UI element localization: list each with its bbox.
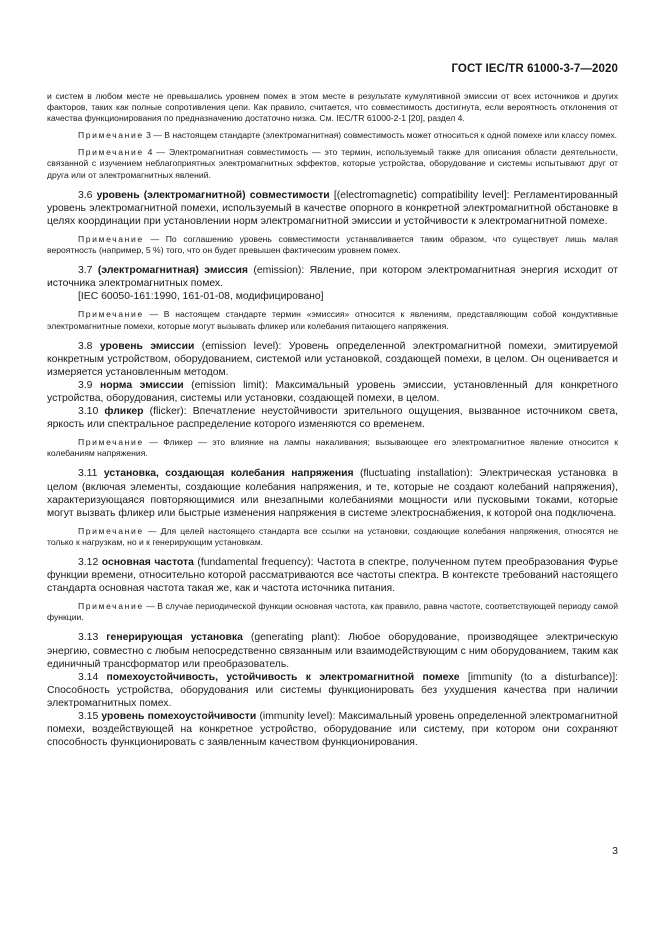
- term-definition: [47, 631, 618, 670]
- term-number: 3.14: [78, 671, 107, 683]
- term-definition: [47, 467, 618, 519]
- note-paragraph: [47, 309, 618, 331]
- note-paragraph: [47, 526, 618, 548]
- term-definition: [47, 671, 618, 710]
- term-definition: [47, 556, 618, 595]
- note-label: Примечание: [78, 147, 144, 158]
- term-title: генерирующая установка: [106, 632, 243, 644]
- term-number: 3.6: [78, 189, 97, 201]
- term-text: [(electromagnetic) compatibility level]: Регламентированный уровень электромагнитной помехи, используемый в качестве опорного в конкретной электромагнитной обстановке в целях координации при установлении норм электромагнитной эмиссии и устойчивости к электромагнитной помехе.: [47, 189, 618, 227]
- term-text: (fluctuating installation): Электрическая установка в целом (включая элементы, создающие колебания напряжения, и те, которые не создают колебаний напряжения), характеризующаяся повторяющимися или внезапными колебаниями мощности или пусковыми токами, которые могут вызвать фликер или быстрые изменения напряжения в системе электроснабжения, к которой она подключена.: [47, 468, 619, 519]
- note-text: — В настоящем стандарте термин «эмиссия» относится к явлениям, представляющим собой кондуктивные электромагнитные помехи, которые могут вызывать фликер или колебания питающего напряжения.: [47, 309, 618, 331]
- note-paragraph: [47, 130, 618, 141]
- term-title: фликер: [104, 406, 144, 418]
- note-label: Примечание: [78, 601, 144, 612]
- note-label: Примечание: [78, 309, 144, 320]
- term-text: [immunity (to a disturbance)]: Способность устройства, оборудования или системы функционировать без ухудшения качества при наличии электромагнитных помех.: [47, 671, 618, 709]
- note-label: Примечание: [78, 233, 144, 244]
- term-definition: [47, 340, 618, 379]
- term-text: (emission level): Уровень определенной электромагнитной помехи, эмитируемой конкретным устройством, оборудованием, системой или установкой, создающей помехи, в целом. Он оценивается и измеряется установленным методом.: [47, 340, 618, 378]
- note-label: Примечание: [78, 437, 144, 448]
- term-text: (emission limit): Максимальный уровень эмиссии, установленный для конкретного устройства, оборудования, системы или установки, создающей помехи, в целом.: [47, 379, 618, 404]
- term-definition: [47, 189, 618, 228]
- term-definition: [47, 379, 618, 405]
- term-title: уровень (электромагнитной) совместимости: [96, 189, 330, 201]
- body-paragraph: [IEC 60050-161:1990, 161-01-08, модифицировано]: [78, 291, 324, 303]
- term-text: (flicker): Впечатление неустойчивости зрительного ощущения, вызванное источником света, яркость или спектральное распределение которого изменяются со временем.: [47, 406, 618, 431]
- term-definition: [47, 264, 618, 290]
- note-paragraph: [47, 147, 618, 180]
- body-paragraph: и систем в любом месте не превышались уровнем помех в этом месте в результате кумулятивной эмиссии от всех источников и других факторов, таких как полные сопротивления цепи. Как правило, считается, что совместимость достигнута, если вероятность отклонения от качества функционирования по предназначению достаточно низка. См. IEC/TR 61000-2-1 [20], раздел 4.: [47, 91, 618, 124]
- note-label: Примечание: [78, 130, 144, 141]
- note-text: 4 — Электромагнитная совместимость — это термин, используемый также для описания области деятельности, связанной с изучением неблагоприятных электромагнитных эффектов, которые устройства, оборудование и системы испытывают друг от друга или от электромагнитных явлений.: [47, 147, 618, 180]
- term-number: 3.15: [78, 711, 102, 723]
- standard-header: ГОСТ IEC/TR 61000-3-7—2020: [451, 63, 618, 75]
- note-paragraph: [47, 234, 618, 256]
- document-body: [47, 91, 618, 749]
- term-number: 3.11: [78, 468, 104, 480]
- page-number: 3: [612, 845, 618, 857]
- term-number: 3.9: [78, 379, 100, 391]
- note-text: — В случае периодической функции основная частота, как правило, равна частоте, соответствующей периоду самой функции.: [47, 601, 618, 623]
- term-number: 3.7: [78, 265, 98, 277]
- term-text: (fundamental frequency): Частота в спектре, полученном путем преобразования Фурье функции времени, относительно которой рассматриваются все частоты спектра. В контексте требований настоящего стандарта основная частота такая же, как и частота источника питания.: [47, 557, 618, 595]
- term-number: 3.10: [78, 406, 105, 418]
- term-title: (электромагнитная) эмиссия: [97, 265, 248, 277]
- note-paragraph: [47, 601, 618, 623]
- term-number: 3.13: [78, 632, 107, 644]
- term-title: основная частота: [101, 557, 194, 568]
- note-label: Примечание: [78, 525, 144, 536]
- term-title: уровень эмиссии: [99, 340, 195, 352]
- term-text: (immunity level): Максимальный уровень определенной электромагнитной помехи, воздействующей на конкретное устройство, оборудование или систему, при котором они сохраняют способность функционировать с заявленным качеством функционирования.: [47, 711, 618, 749]
- note-paragraph: [47, 437, 618, 459]
- term-title: норма эмиссии: [99, 379, 184, 391]
- term-definition: [47, 405, 618, 431]
- term-text: (generating plant): Любое оборудование, производящее электрическую энергию, совместно с любым непосредственно связанным или взаимодействующим с ним оборудованием, таким как единичный трансформатор или преобразователь.: [47, 632, 618, 670]
- term-number: 3.8: [78, 340, 100, 352]
- term-title: уровень помехоустойчивости: [101, 711, 257, 723]
- term-title: помехоустойчивость, устойчивость к электромагнитной помехе: [106, 671, 460, 683]
- term-title: установка, создающая колебания напряжения: [103, 468, 354, 480]
- note-text: — Для целей настоящего стандарта все ссылки на установки, создающие колебания напряжения, относятся не только к нагрузкам, но и к генерирующим установкам.: [47, 525, 618, 547]
- term-definition: [47, 710, 618, 749]
- term-text: (emission): Явление, при котором электромагнитная энергия исходит от источника электромагнитных помех.: [47, 265, 618, 290]
- note-text: — Фликер — это влияние на лампы накаливания; вызывающее его электромагнитное явление относится к колебаниям напряжения.: [47, 437, 618, 459]
- note-text: 3 — В настоящем стандарте (электромагнитная) совместимость может относиться к одной помехе или классу помех.: [143, 130, 618, 141]
- term-number: 3.12: [78, 557, 102, 568]
- note-text: — По соглашению уровень совместимости устанавливается таким образом, что существует лишь малая вероятность (например, 5 %) того, что он будет превышен фактическим уровнем помех.: [47, 233, 618, 256]
